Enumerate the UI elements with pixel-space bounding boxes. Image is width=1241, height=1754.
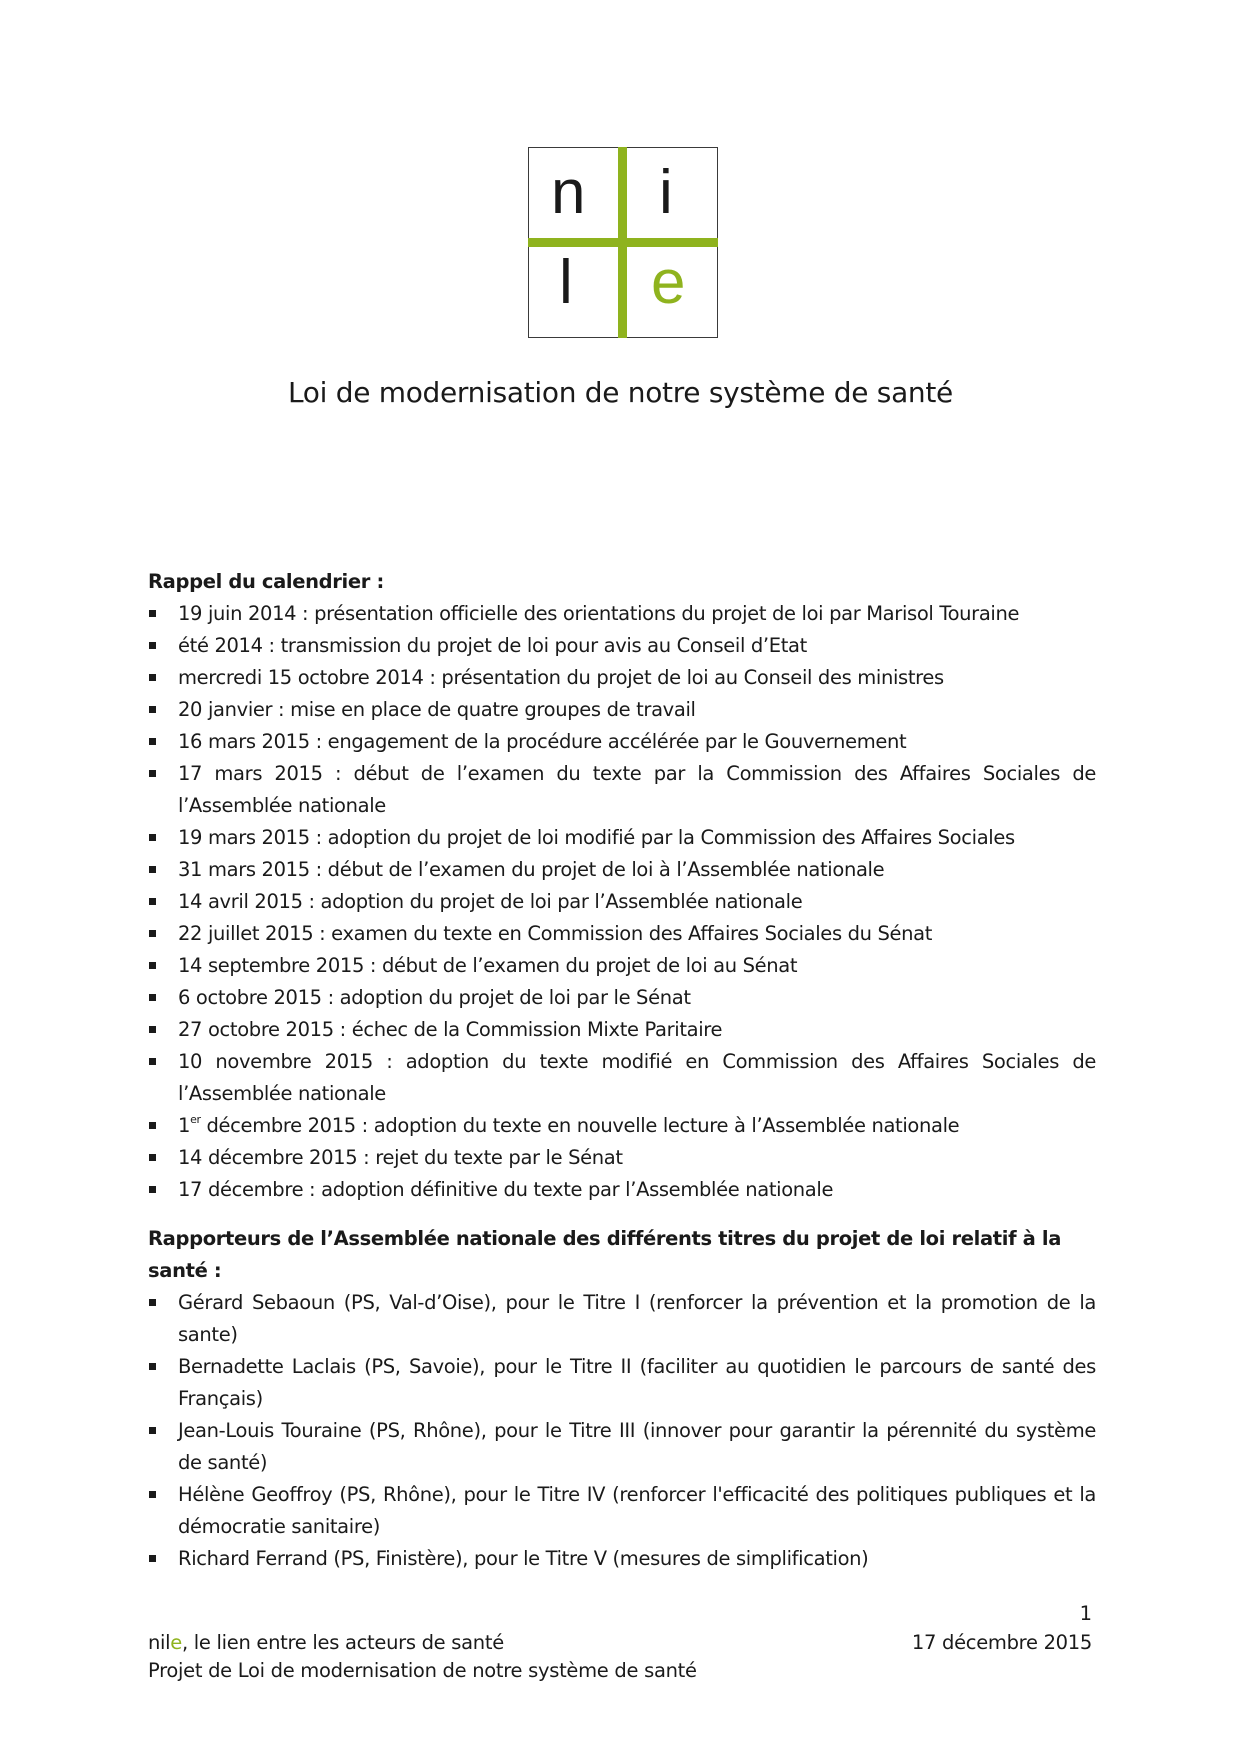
- calendar-heading: Rappel du calendrier :: [148, 570, 384, 593]
- footer-brand: [148, 1629, 504, 1657]
- list-item: 16 mars 2015 : engagement de la procédure accélérée par le Gouvernement: [148, 726, 1096, 758]
- list-item: 20 janvier : mise en place de quatre groupes de travail: [148, 694, 1096, 726]
- rapporteurs-heading: Rapporteurs de l’Assemblée nationale des différents titres du projet de loi relatif à la santé :: [148, 1227, 1062, 1282]
- list-item: 31 mars 2015 : début de l’examen du projet de loi à l’Assemblée nationale: [148, 854, 1096, 886]
- list-item: 17 mars 2015 : début de l’examen du texte par la Commission des Affaires Sociales de l’Assemblée nationale: [148, 758, 1096, 822]
- list-item: Hélène Geoffroy (PS, Rhône), pour le Titre IV (renforcer l'efficacité des politiques publiques et la démocratie sanitaire): [148, 1479, 1096, 1543]
- page-number: 1: [1079, 1602, 1092, 1625]
- calendar-list: [148, 598, 1096, 1206]
- footer-brand-accent: e: [170, 1631, 182, 1654]
- list-item: 10 novembre 2015 : adoption du texte modifié en Commission des Affaires Sociales de l’Assemblée nationale: [148, 1046, 1096, 1110]
- document-body: [148, 566, 1096, 1575]
- list-item: Jean-Louis Touraine (PS, Rhône), pour le Titre III (innover pour garantir la pérennité du système de santé): [148, 1415, 1096, 1479]
- calendar-section: [148, 566, 1096, 1206]
- list-item: 14 septembre 2015 : début de l’examen du projet de loi au Sénat: [148, 950, 1096, 982]
- list-item: 17 décembre : adoption définitive du texte par l’Assemblée nationale: [148, 1174, 1096, 1206]
- list-item: 27 octobre 2015 : échec de la Commission Mixte Paritaire: [148, 1014, 1096, 1046]
- list-item: Bernadette Laclais (PS, Savoie), pour le Titre II (faciliter au quotidien le parcours de santé des Français): [148, 1351, 1096, 1415]
- list-item: [148, 1110, 1096, 1142]
- list-item: 14 avril 2015 : adoption du projet de loi par l’Assemblée nationale: [148, 886, 1096, 918]
- list-item: 14 décembre 2015 : rejet du texte par le Sénat: [148, 1142, 1096, 1174]
- footer-brand-prefix: nil: [148, 1631, 171, 1654]
- list-item: été 2014 : transmission du projet de loi pour avis au Conseil d’Etat: [148, 630, 1096, 662]
- ordinal-suffix: er: [190, 1112, 201, 1126]
- rapporteurs-section: [148, 1223, 1096, 1575]
- footer-brand-suffix: , le lien entre les acteurs de santé: [182, 1631, 504, 1654]
- logo-letter-n: n: [551, 158, 586, 227]
- document-title: Loi de modernisation de notre système de santé: [288, 376, 953, 409]
- rapporteurs-list: [148, 1287, 1096, 1575]
- list-item: 19 juin 2014 : présentation officielle des orientations du projet de loi par Marisol Touraine: [148, 598, 1096, 630]
- list-item: 19 mars 2015 : adoption du projet de loi modifié par la Commission des Affaires Sociales: [148, 822, 1096, 854]
- list-item: mercredi 15 octobre 2014 : présentation du projet de loi au Conseil des ministres: [148, 662, 1096, 694]
- list-item: 22 juillet 2015 : examen du texte en Commission des Affaires Sociales du Sénat: [148, 918, 1096, 950]
- footer-subtitle: Projet de Loi de modernisation de notre système de santé: [148, 1659, 697, 1682]
- list-item: Gérard Sebaoun (PS, Val-d’Oise), pour le Titre I (renforcer la prévention et la promotion de la sante): [148, 1287, 1096, 1351]
- nile-logo: [528, 147, 718, 338]
- ordinal-day: 1: [178, 1114, 191, 1137]
- logo-horizontal-bar: [528, 238, 718, 247]
- logo-letter-i: i: [659, 158, 673, 227]
- list-item: 6 octobre 2015 : adoption du projet de loi par le Sénat: [148, 982, 1096, 1014]
- list-item-text: décembre 2015 : adoption du texte en nouvelle lecture à l’Assemblée nationale: [200, 1114, 960, 1137]
- footer-date: 17 décembre 2015: [911, 1631, 1092, 1654]
- list-item: Richard Ferrand (PS, Finistère), pour le Titre V (mesures de simplification): [148, 1543, 1096, 1575]
- logo-letter-e: e: [651, 248, 686, 317]
- footer-row: [148, 1629, 1092, 1657]
- page-footer: [148, 1629, 1092, 1685]
- logo-letter-l: l: [559, 248, 573, 317]
